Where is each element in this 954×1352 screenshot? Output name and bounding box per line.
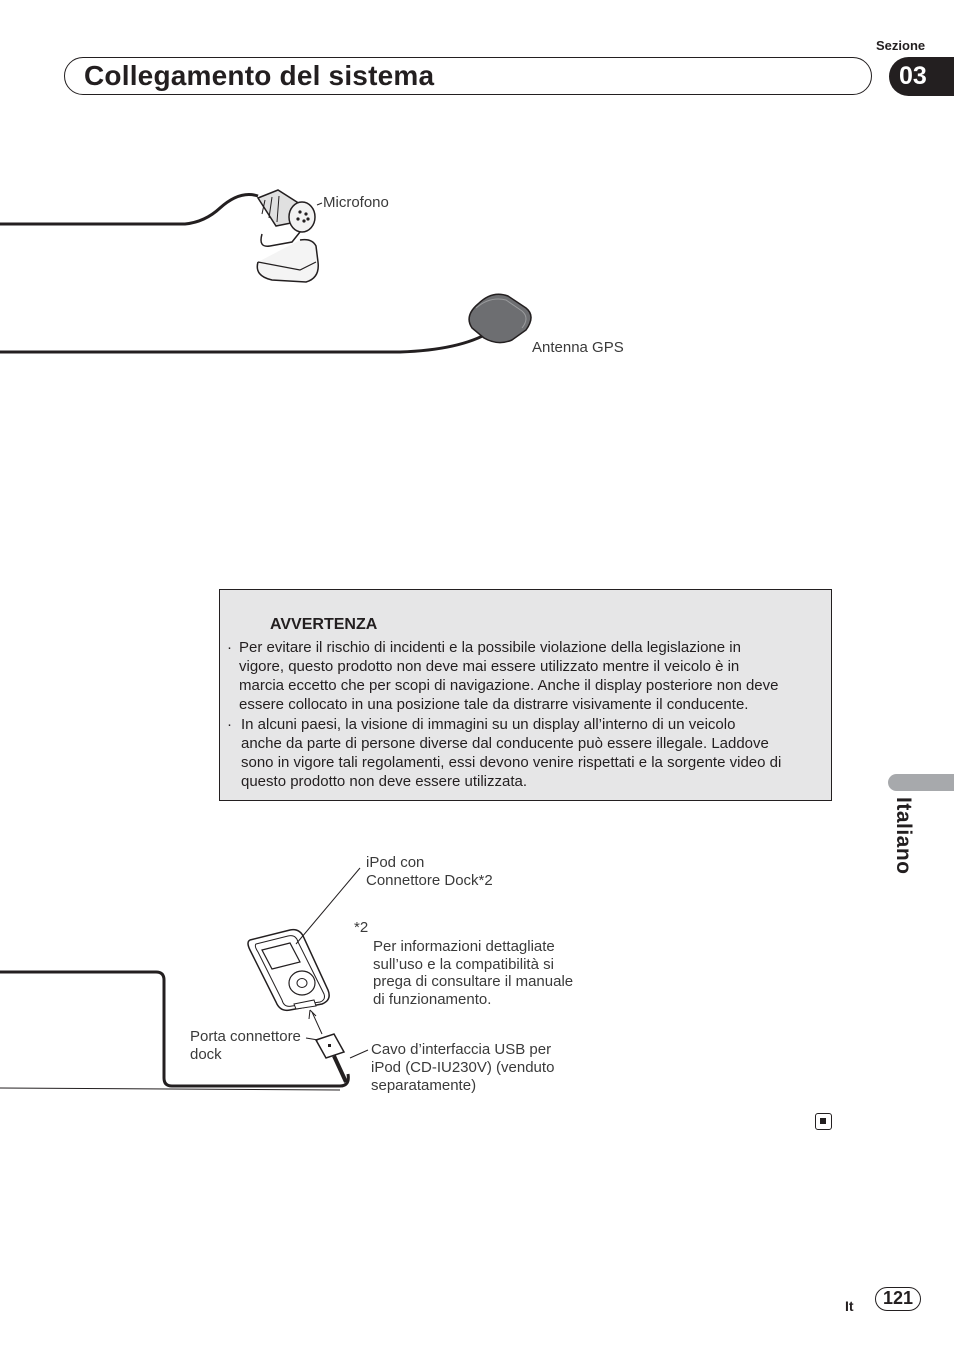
usb-cable-label-line: Cavo d’interfaccia USB per	[371, 1041, 552, 1058]
footnote-marker: *2	[354, 919, 369, 936]
warning-item-2	[241, 715, 781, 791]
warning-item-line: questo prodotto non deve essere utilizzata.	[241, 773, 528, 790]
language-label: Italiano	[892, 797, 915, 875]
language-tab	[888, 774, 954, 791]
warning-item-line: sono in vigore tali regolamenti, essi devono venire rispettati e la sorgente video di	[241, 754, 782, 771]
warning-item-line: vigore, questo prodotto non deve mai essere utilizzato mentre il veicolo è in	[239, 658, 740, 675]
microphone-icon	[257, 190, 318, 282]
section-number-badge: 03	[889, 57, 954, 96]
footnote-line: prega di consultare il manuale	[373, 973, 574, 990]
warning-title: AVVERTENZA	[270, 616, 378, 633]
ipod-label-line: Connettore Dock*2	[366, 872, 493, 889]
footnote-text	[373, 938, 573, 1008]
ipod-icon	[248, 930, 329, 1011]
page-title: Collegamento del sistema	[84, 60, 435, 91]
usb-cable-label	[371, 1041, 554, 1095]
dock-port-label-line: Porta connettore	[190, 1028, 301, 1045]
section-end-icon	[815, 1113, 832, 1130]
warning-item-line: anche da parte di persone diverse dal conducente può essere illegale. Laddove	[241, 735, 769, 752]
warning-item-line: Per evitare il rischio di incidenti e la possibile violazione della legislazione in	[239, 639, 741, 656]
usb-cable-label-line: iPod (CD-IU230V) (venduto	[371, 1059, 555, 1076]
page-number: 121	[875, 1287, 921, 1311]
footnote-line: sull’uso e la compatibilità si	[373, 955, 554, 973]
warning-item-line: marcia eccetto che per scopi di navigazione. Anche il display posteriore non deve	[239, 677, 779, 694]
microphone-cable	[0, 195, 258, 225]
section-end-icon-dot	[820, 1118, 826, 1124]
warning-bullet: ·	[227, 639, 232, 656]
gps-antenna-label: Antenna GPS	[532, 339, 624, 356]
section-label: Sezione	[876, 38, 926, 53]
warning-item-1	[239, 638, 778, 714]
usb-connector-icon	[316, 1034, 346, 1082]
warning-item-line: In alcuni paesi, la visione di immagini su un display all’interno di un veicolo	[241, 716, 736, 733]
gps-antenna-icon	[469, 294, 531, 342]
footnote-line: Per informazioni dettagliate	[373, 938, 555, 955]
usb-cable-label-line: separatamente)	[371, 1077, 477, 1094]
dock-port-label	[190, 1028, 301, 1064]
ipod-label-line: iPod con	[366, 854, 425, 871]
dock-port-label-line: dock	[190, 1046, 222, 1063]
page-language-code: It	[845, 1298, 854, 1314]
warning-bullet: ·	[227, 716, 232, 733]
ipod-label	[366, 854, 493, 890]
footnote-line: di funzionamento.	[373, 990, 492, 1008]
warning-item-line: essere collocato in una posizione tale da distrarre visivamente il conducente.	[239, 696, 749, 713]
gps-antenna-cable	[0, 332, 490, 352]
microphone-label: Microfono	[323, 194, 389, 211]
